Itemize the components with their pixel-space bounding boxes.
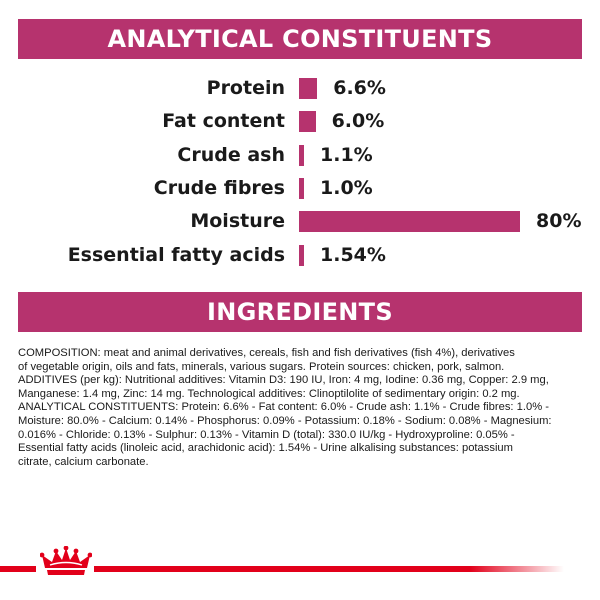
composition-line: ANALYTICAL CONSTITUENTS: Protein: 6.6% - Fat content: 6.0% - Crude ash: 1.1% - Crude fibres: 1.0% - [18, 401, 549, 414]
constituent-row [0, 75, 600, 101]
composition-line: 0.016% - Chloride: 0.13% - Sulphur: 0.13% - Vitamin D (total): 330.0 IU/kg - Hydroxyproline: 0.05% - [18, 428, 515, 441]
constituent-label: Essential fatty acids [67, 243, 285, 266]
analytical-constituents-title: ANALYTICAL CONSTITUENTS [107, 25, 493, 53]
constituent-label: Protein [206, 77, 285, 99]
constituent-value: 1.54% [320, 243, 386, 266]
crown-icon [40, 546, 92, 578]
composition-line: Essential fatty acids (linoleic acid, arachidonic acid): 1.54% - Urine alkalising substances: potassium [18, 442, 513, 455]
composition-line: citrate, calcium carbonate. [18, 455, 149, 468]
composition-line: of vegetable origin, oils and fats, minerals, various sugars. Protein sources: chicken, pork, salmon. [18, 360, 505, 373]
constituent-row [0, 242, 600, 268]
footer-stripe-right [94, 566, 564, 572]
constituent-bar [299, 111, 316, 132]
constituent-value: 6.0% [331, 110, 385, 133]
constituent-row [0, 208, 600, 234]
constituent-bar [299, 245, 304, 266]
constituent-bar [299, 145, 304, 166]
composition-text [18, 347, 584, 469]
constituent-bar [299, 178, 304, 199]
constituent-label: Crude fibres [153, 176, 285, 199]
composition-line: Manganese: 1.4 mg, Zinc: 14 mg. Technological additives: Clinoptilolite of sedimentary origin: 0.2 mg. [18, 387, 520, 400]
constituent-bar [299, 211, 520, 232]
constituent-bar [299, 78, 317, 99]
constituent-row [0, 108, 600, 134]
composition-line: ADDITIVES (per kg): Nutritional additives: Vitamin D3: 190 IU, Iron: 4 mg, Iodine: 0.36 mg, Copper: 2.9 mg, [18, 374, 549, 387]
footer-stripe-left [0, 566, 36, 572]
ingredients-title: INGREDIENTS [207, 298, 393, 326]
ingredients-header [18, 292, 582, 332]
constituent-label: Crude ash [177, 143, 285, 166]
composition-line: COMPOSITION: meat and animal derivatives, cereals, fish and fish derivatives (fish 4%), derivatives [18, 347, 515, 359]
composition-line: Moisture: 80.0% - Calcium: 0.14% - Phosphorus: 0.09% - Potassium: 0.18% - Sodium: 0.08% - Magnesium: [18, 414, 552, 427]
constituent-row [0, 175, 600, 201]
analytical-constituents-header [18, 19, 582, 59]
constituent-label: Moisture [190, 210, 285, 233]
constituent-value: 80% [536, 210, 582, 233]
constituent-row [0, 142, 600, 168]
constituent-value: 1.1% [320, 143, 373, 166]
constituent-label: Fat content [162, 110, 285, 133]
constituent-value: 1.0% [320, 176, 373, 199]
constituent-value: 6.6% [333, 77, 386, 99]
